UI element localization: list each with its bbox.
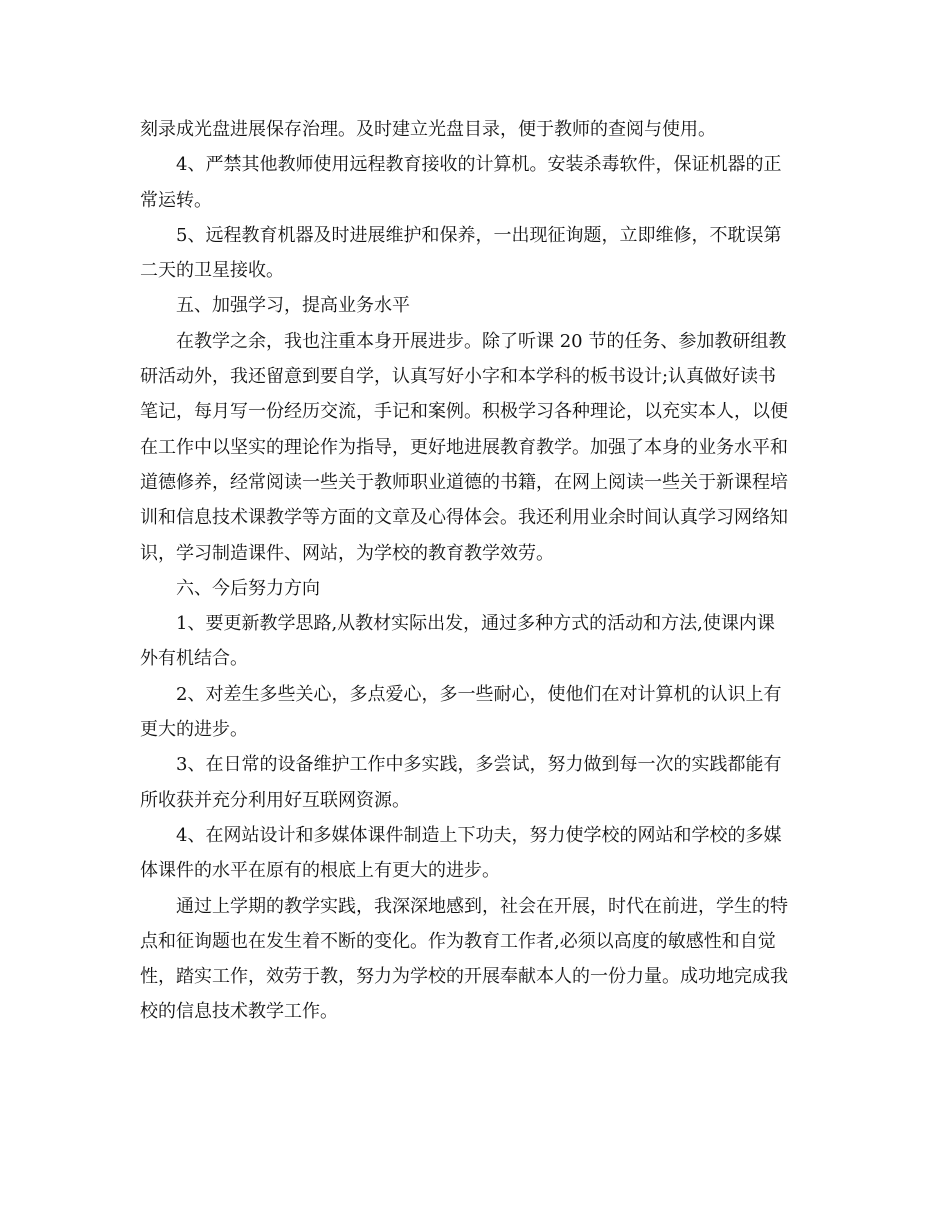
- text-line-20: 所收获并充分利用好互联网资源。: [140, 789, 410, 811]
- text-line-1: 刻录成光盘进展保存治理。及时建立光盘目录，便于教师的查阅与使用。: [140, 119, 716, 140]
- text-line-19: 3、在日常的设备维护工作中多实践，多尝试，努力做到每一次的实践都能有: [176, 754, 782, 776]
- text-line-2: 4、严禁其他教师使用远程教育接收的计算机。安装杀毒软件，保证机器的正: [176, 154, 782, 176]
- text-line-25: 性，踏实工作，效劳于教，努力为学校的开展奉献本人的一份力量。成功地完成我: [140, 966, 788, 988]
- text-line-12: 训和信息技术课教学等方面的文章及心得体会。我还利用业余时间认真学习网络知: [140, 507, 788, 529]
- text-line-9: 笔记，每月写一份经历交流，手记和案例。积极学习各种理论，以充实本人，以便: [140, 401, 788, 423]
- text-line-22: 体课件的水平在原有的根底上有更大的进步。: [140, 860, 500, 882]
- text-line-26: 校的信息技术教学工作。: [140, 1001, 338, 1023]
- text-line-13: 识，学习制造课件、网站，为学校的教育教学效劳。: [140, 542, 554, 564]
- text-line-4: 5、远程教育机器及时进展维护和保养，一出现征询题，立即维修，不耽误第: [176, 224, 782, 246]
- text-line-16: 外有机结合。: [140, 648, 248, 670]
- text-line-21: 4、在网站设计和多媒体课件制造上下功夫，努力使学校的网站和学校的多媒: [176, 824, 782, 846]
- text-line-24: 点和征询题也在发生着不断的变化。作为教育工作者,必须以高度的敏感性和自觉: [140, 930, 776, 952]
- text-line-5: 二天的卫星接收。: [140, 260, 284, 282]
- text-line-23: 通过上学期的教学实践，我深深地感到，社会在开展，时代在前进，学生的特: [176, 895, 788, 917]
- text-line-15: 1、要更新教学思路,从教材实际出发，通过多种方式的活动和方法,使课内课: [176, 613, 775, 635]
- text-line-8: 研活动外，我还留意到要自学，认真写好小字和本学科的板书设计;认真做好读书: [140, 366, 777, 388]
- text-line-17: 2、对差生多些关心，多点爱心，多一些耐心，使他们在对计算机的认识上有: [176, 683, 782, 705]
- text-line-10: 在工作中以坚实的理论作为指导，更好地进展教育教学。加强了本身的业务水平和: [140, 436, 788, 458]
- text-line-18: 更大的进步。: [140, 719, 248, 741]
- text-line-7: 在教学之余，我也注重本身开展进步。除了听课 20 节的任务、参加教研组教: [176, 330, 787, 352]
- text-line-11: 道德修养，经常阅读一些关于教师职业道德的书籍，在网上阅读一些关于新课程培: [140, 471, 788, 493]
- section-heading-5: 五、加强学习，提高业务水平: [176, 295, 410, 317]
- text-line-3: 常运转。: [140, 189, 212, 211]
- section-heading-6: 六、今后努力方向: [176, 577, 320, 599]
- document-body: [140, 112, 812, 1030]
